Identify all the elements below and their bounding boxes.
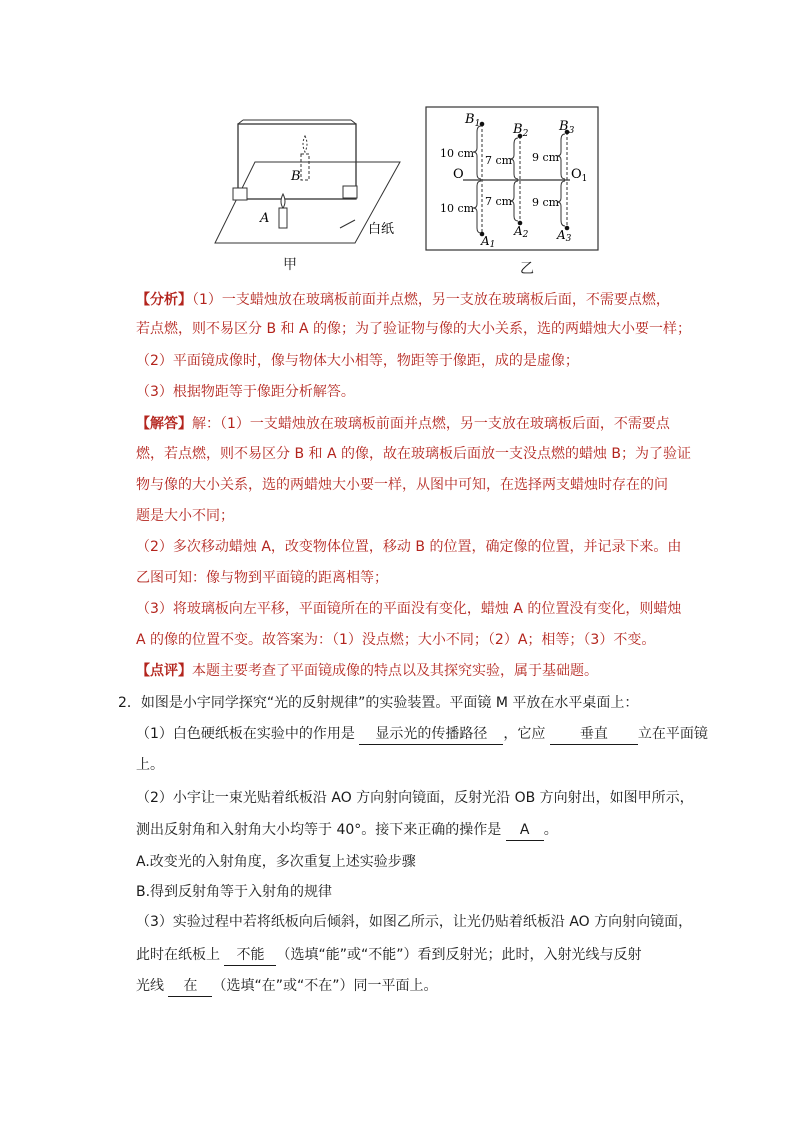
svg-text:O1: $O_1$ — [571, 167, 588, 184]
comment-tag: 【点评】 — [136, 663, 192, 679]
analysis-line-4: （3）根据物距等于像距分析解答。 — [136, 384, 355, 400]
q2-part3-line1: （3）实验过程中若将纸板向后倾斜，如图乙所示，让光仍贴着纸板沿 AO 方向射向镜面， — [136, 914, 693, 930]
q2-stem: 2．如图是小宇同学探究“光的反射规律”的实验装置。平面镜 M 平放在水平桌面上： — [118, 695, 639, 711]
label-b3: B — [559, 119, 569, 134]
svg-text:B2: $B_2$ — [513, 122, 529, 139]
answer-blank-1: 显示光的传播路径 — [359, 724, 503, 745]
option-b: B.得到反射角等于入射角的规律 — [136, 884, 333, 900]
candle-a — [279, 208, 287, 228]
q2-part3-line3: 光线 在 （选填“在”或“不在”）同一平面上。 — [136, 976, 437, 997]
label-white-paper: 白纸 — [368, 222, 395, 237]
answer-blank-2: 垂直 — [550, 724, 638, 745]
figure-image-positions — [425, 106, 600, 252]
label-10cm-bottom: 10 cm — [440, 202, 475, 215]
figure-candle-setup — [205, 110, 405, 250]
q2-part2-line1: （2）小宇让一束光贴着纸板沿 AO 方向射向镜面，反射光沿 OB 方向射出，如图甲所示， — [136, 790, 694, 806]
label-o1: O — [571, 167, 582, 182]
comment-line: 【点评】本题主要考查了平面镜成像的特点以及其探究实验，属于基础题。 — [136, 663, 598, 679]
stand-left — [233, 188, 247, 200]
option-a: A.改变光的入射角度，多次重复上述实验步骤 — [136, 854, 416, 870]
svg-text:A3: A3 — [557, 228, 572, 244]
candle-b-image — [301, 154, 309, 180]
caption-jia: 甲 — [283, 257, 297, 273]
label-7cm-bottom: 7 cm — [485, 195, 513, 208]
q2-part1-cont: 上。 — [136, 757, 164, 773]
svg-text:A2: A2 — [514, 224, 529, 240]
analysis-tag: 【分析】 — [136, 292, 192, 308]
svg-text:B3: $B_3$ — [559, 119, 575, 136]
solution-line-4: 题是大小不同； — [136, 508, 234, 524]
caption-yi: 乙 — [520, 261, 534, 277]
label-b: B — [291, 169, 301, 184]
q2-part2-line2: 测出反射角和入射角大小均等于 40°。接下来正确的操作是 A 。 — [136, 820, 558, 841]
stand-right — [343, 186, 357, 198]
label-a2: A — [514, 224, 523, 238]
label-9cm-bottom: 9 cm — [532, 196, 560, 209]
solution-line-1: 【解答】解：（1）一支蜡烛放在玻璃板前面并点燃，另一支放在玻璃板后面，不需要点 — [136, 416, 670, 432]
solution-line-3: 物与像的大小关系，选的两蜡烛大小要一样，从图中可知，在选择两支蜡烛时存在的问 — [136, 477, 668, 493]
label-b2: B — [513, 122, 523, 137]
solution-line-2: 燃，若点燃，则不易区分 B 和 A 的像，故在玻璃板后面放一支没点燃的蜡烛 B；为了验证 — [136, 446, 692, 462]
label-7cm-top: 7 cm — [485, 154, 513, 167]
label-a3: A — [557, 228, 566, 242]
label-b1: B — [465, 112, 475, 127]
label-9cm-top: 9 cm — [532, 151, 560, 164]
answer-blank-5: 在 — [168, 976, 212, 997]
solution-line-6: 乙图可知：像与物到平面镜的距离相等； — [136, 570, 388, 586]
q2-part1: （1）白色硬纸板在实验中的作用是 显示光的传播路径 ，它应 垂直 立在平面镜 — [136, 724, 708, 745]
solution-line-8: A 的像的位置不变。故答案为：（1）没点燃；大小不同；（2）A；相等；（3）不变。 — [136, 632, 656, 648]
analysis-line-3: （2）平面镜成像时，像与物体大小相等，物距等于像距，成的是虚像； — [136, 353, 579, 369]
answer-blank-4: 不能 — [224, 945, 276, 966]
solution-line-7: （3）将玻璃板向左平移，平面镜所在的平面没有变化，蜡烛 A 的位置没有变化，则蜡烛 — [136, 601, 682, 617]
svg-text:A1: A1 — [481, 234, 496, 250]
q2-part3-line2: 此时在纸板上 不能 （选填“能”或“不能”）看到反射光；此时，入射光线与反射 — [136, 945, 641, 966]
svg-text:B1: $B_1$ — [465, 112, 481, 129]
label-10cm-top: 10 cm — [440, 147, 475, 160]
analysis-line-1: 【分析】（1）一支蜡烛放在玻璃板前面并点燃，另一支放在玻璃板后面，不需要点燃， — [136, 292, 670, 308]
label-a1: A — [481, 234, 490, 248]
solution-tag: 【解答】 — [136, 416, 192, 432]
analysis-line-2: 若点燃，则不易区分 B 和 A 的像；为了验证物与像的大小关系，选的两蜡烛大小要一样； — [136, 321, 691, 337]
answer-blank-3: A — [506, 820, 544, 841]
solution-line-5: （2）多次移动蜡烛 A，改变物体位置，移动 B 的位置，确定像的位置，并记录下来。由 — [136, 539, 682, 555]
label-o: O — [453, 167, 464, 182]
label-a: A — [260, 211, 270, 226]
